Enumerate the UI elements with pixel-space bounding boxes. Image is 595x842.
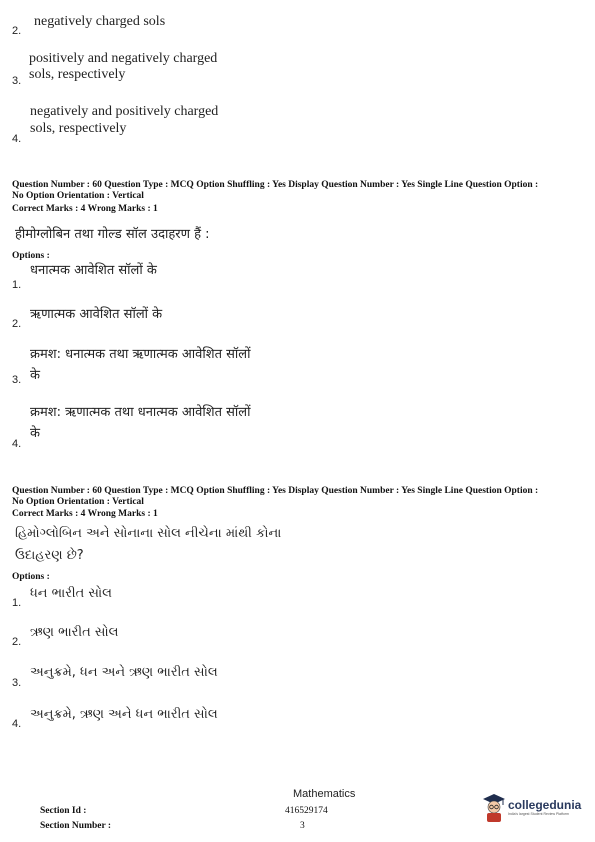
question-meta <box>12 486 592 508</box>
option-text: negatively charged sols <box>34 14 166 29</box>
section-id-value: 416529174 <box>285 806 328 816</box>
question-text-line2: ઉદાહરણ છે? <box>15 548 84 563</box>
student-mascot-icon <box>482 793 506 823</box>
option-number: 2. <box>12 25 22 37</box>
question-text-line1: હિમોગ્લોબિન અને સોનાના સોલ નીચેના માંથી કોના <box>15 526 282 541</box>
options-label: Options : <box>12 572 50 582</box>
section-number-value: 3 <box>300 821 305 831</box>
option-text-line1: positively and negatively charged <box>29 51 218 66</box>
option-number: 4. <box>12 133 22 145</box>
collegedunia-logo <box>482 793 581 823</box>
option-number: 4. <box>12 718 22 730</box>
option-text-line2: sols, respectively <box>29 67 126 82</box>
option-text: ઋણ ભારીત સોલ <box>30 625 119 640</box>
option-text-line1: क्रमश: धनात्मक तथा ऋणात्मक आवेशित सॉलों <box>30 347 251 362</box>
option-number: 4. <box>12 438 22 450</box>
option-number: 2. <box>12 318 22 330</box>
question-meta-line2: No Option Orientation : Vertical <box>12 191 144 201</box>
option-text: અનુક્રમે, ઋણ અને ધન ભારીત સોલ <box>30 707 218 722</box>
logo-name: collegedunia <box>508 798 582 812</box>
question-meta-line1: Question Number : 60 Question Type : MCQ Option Shuffling : Yes Display Question Number : Yes Single Line Question Option : <box>12 180 539 190</box>
logo-tagline: India's largest Student Review Platform <box>508 812 569 816</box>
section-number-label: Section Number : <box>40 821 112 831</box>
option-text-line2: sols, respectively <box>30 121 127 136</box>
section-id-label: Section Id : <box>40 806 87 816</box>
option-number: 1. <box>12 597 22 609</box>
option-number: 3. <box>12 374 22 386</box>
question-meta-line2: No Option Orientation : Vertical <box>12 497 144 507</box>
marks-line: Correct Marks : 4 Wrong Marks : 1 <box>12 204 158 214</box>
options-label: Options : <box>12 251 50 261</box>
question-meta <box>12 180 592 202</box>
option-number: 3. <box>12 677 22 689</box>
option-text: અનુક્રમે, ધન અને ઋણ ભારીત સોલ <box>30 665 218 680</box>
option-text: ધન ભારીત સોલ <box>30 586 113 601</box>
option-number: 3. <box>12 75 22 87</box>
subject-title: Mathematics <box>293 788 356 800</box>
option-text-line2: के <box>30 368 40 383</box>
option-text: धनात्मक आवेशित सॉलों के <box>30 263 157 278</box>
option-number: 1. <box>12 279 22 291</box>
option-text-line1: negatively and positively charged <box>30 104 219 119</box>
option-text-line1: क्रमश: ऋणात्मक तथा धनात्मक आवेशित सॉलों <box>30 405 251 420</box>
question-text: हीमोग्लोबिन तथा गोल्ड सॉल उदाहरण हैं : <box>15 227 210 242</box>
question-meta-line1: Question Number : 60 Question Type : MCQ Option Shuffling : Yes Display Question Number : Yes Single Line Question Option : <box>12 486 539 496</box>
option-number: 2. <box>12 636 22 648</box>
marks-line: Correct Marks : 4 Wrong Marks : 1 <box>12 509 158 519</box>
option-text-line2: के <box>30 426 40 441</box>
option-text: ऋणात्मक आवेशित सॉलों के <box>30 307 163 322</box>
